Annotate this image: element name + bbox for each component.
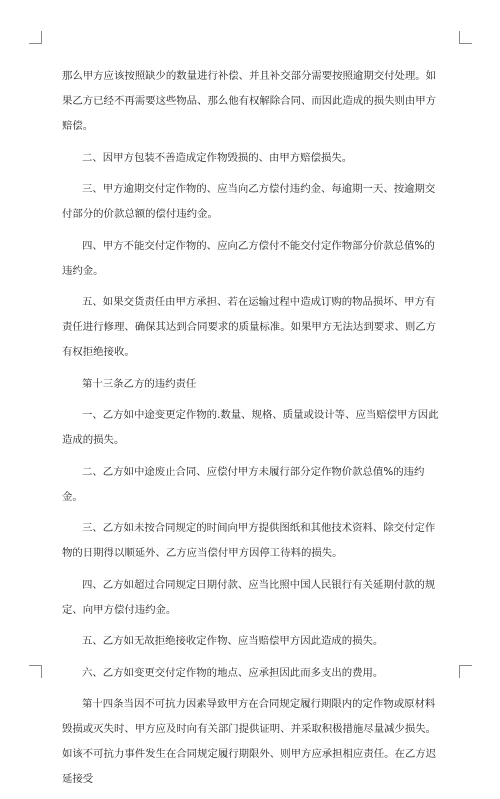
paragraph-4: 四、甲方不能交付定作物的、应向乙方偿付不能交付定作物部分价款总值%的违约金。: [62, 239, 435, 277]
crop-mark-top-right: [459, 31, 472, 44]
document-body: [62, 64, 439, 799]
crop-mark-top-left: [29, 31, 42, 44]
paragraph-3: 三、甲方逾期交付定作物的、应当向乙方偿付违约金、每逾期一天、按逾期交付部分的价款总额的偿付违约金。: [62, 183, 436, 220]
crop-mark-bottom-right: [459, 665, 472, 678]
paragraph-13: 第十四条当因不可抗力因素导致甲方在合同规定履行期限内的定作物或原材料毁损或灭失时、甲方应及时向有关部门提供证明、并采取积极措施尽量减少损失。如该不可抗力事件发生在合同规定履行期限外、则甲方应承担相应责任。在乙方迟延接受: [62, 698, 437, 785]
paragraph-12: 六、乙方如变更交付定作物的地点、应承担因此而多支出的费用。: [82, 666, 384, 679]
paragraph-1: 那么甲方应该按照缺少的数量进行补偿、并且补交部分需要按照逾期交付处理。如果乙方已经不再需要这些物品、那么他有权解除合同、而因此造成的损失则由甲方赔偿。: [62, 70, 437, 132]
paragraph-10: 四、乙方如超过合同规定日期付款、应当比照中国人民银行有关延期付款的规定、向甲方偿付违约金。: [62, 578, 436, 616]
paragraph-5: 五、如果交货责任由甲方承担、若在运输过程中造成订购的物品损坏、甲方有责任进行修理、确保其达到合同要求的质量标准。如果甲方无法达到要求、则乙方有权拒绝接收。: [62, 296, 437, 358]
paragraph-9: 三、乙方如未按合同规定的时间向甲方提供图纸和其他技术资料、除交付定作物的日期得以顺延外、乙方应当偿付甲方因停工待料的损失。: [62, 522, 436, 559]
paragraph-8: 二、乙方如中途废止合同、应偿付甲方未履行部分定作物价款总值%的违约金。: [62, 465, 425, 503]
crop-mark-bottom-left: [29, 665, 42, 678]
paragraph-11: 五、乙方如无故拒绝接收定作物、应当赔偿甲方因此造成的损失。: [82, 635, 384, 647]
paragraph-7: 一、乙方如中途变更定作物的.数量、规格、质量或设计等、应当赔偿甲方因此造成的损失。: [62, 409, 439, 446]
section-heading-13: 第十三条乙方的违约责任: [82, 377, 197, 390]
paragraph-2: 二、因甲方包装不善造成定作物毁损的、由甲方赔偿损失。: [82, 151, 353, 164]
